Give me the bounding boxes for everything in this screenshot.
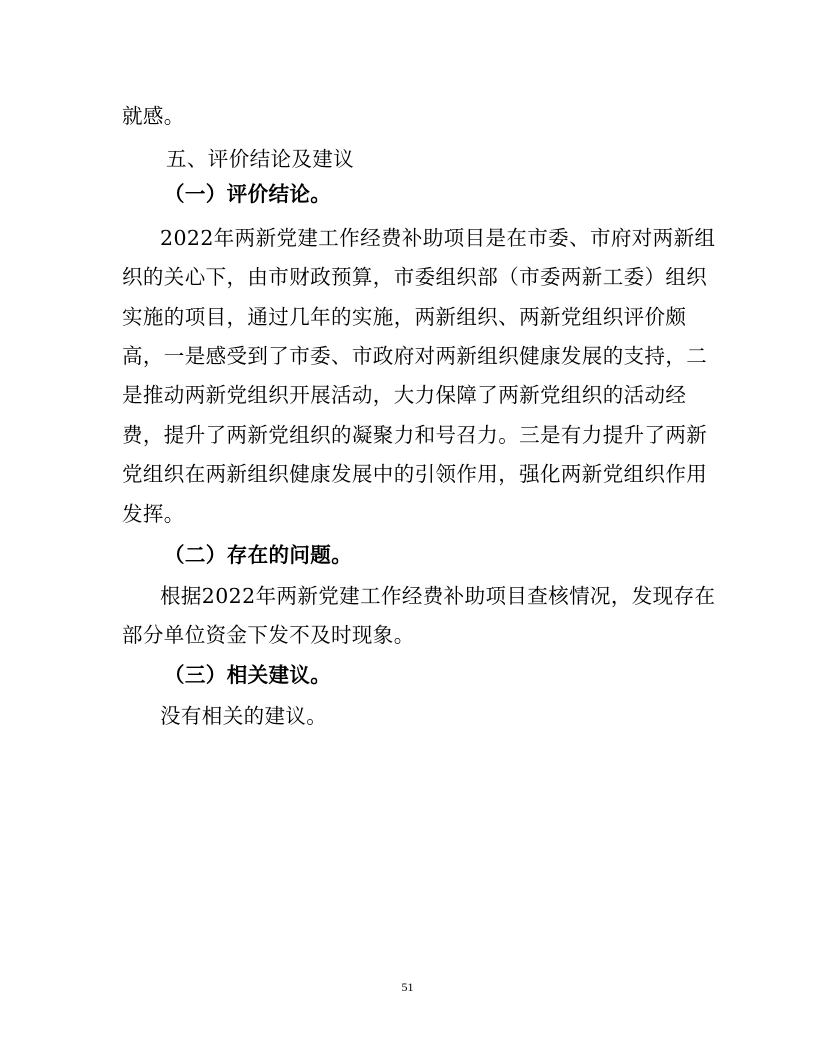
paragraph-line: 部分单位资金下发不及时现象。 [122, 623, 415, 647]
paragraph-line: 发挥。 [122, 502, 185, 526]
text-line: 就感。 [122, 104, 185, 128]
paragraph-line: 是推动两新党组织开展活动，大力保障了两新党组织的活动经 [122, 383, 687, 407]
subsection-heading: （一）评价结论。 [164, 182, 332, 206]
paragraph-line: 根据2022年两新党建工作经费补助项目查核情况，发现存在 [160, 584, 716, 608]
subsection-heading: （三）相关建议。 [164, 663, 332, 687]
paragraph-line: 实施的项目，通过几年的实施，两新组织、两新党组织评价颇 [122, 305, 687, 329]
paragraph-line: 费，提升了两新党组织的凝聚力和号召力。三是有力提升了两新 [122, 423, 708, 447]
paragraph-line: 高，一是感受到了市委、市政府对两新组织健康发展的支持，二 [122, 344, 708, 368]
paragraph-line: 没有相关的建议。 [160, 704, 328, 728]
section-heading: 五、评价结论及建议 [166, 147, 355, 171]
paragraph-line: 织的关心下，由市财政预算，市委组织部（市委两新工委）组织 [122, 265, 708, 289]
paragraph-line: 党组织在两新组织健康发展中的引领作用，强化两新党组织作用 [122, 462, 708, 486]
paragraph-line: 2022年两新党建工作经费补助项目是在市委、市府对两新组 [160, 226, 716, 250]
page-number: 51 [401, 980, 414, 994]
subsection-heading: （二）存在的问题。 [164, 543, 353, 567]
